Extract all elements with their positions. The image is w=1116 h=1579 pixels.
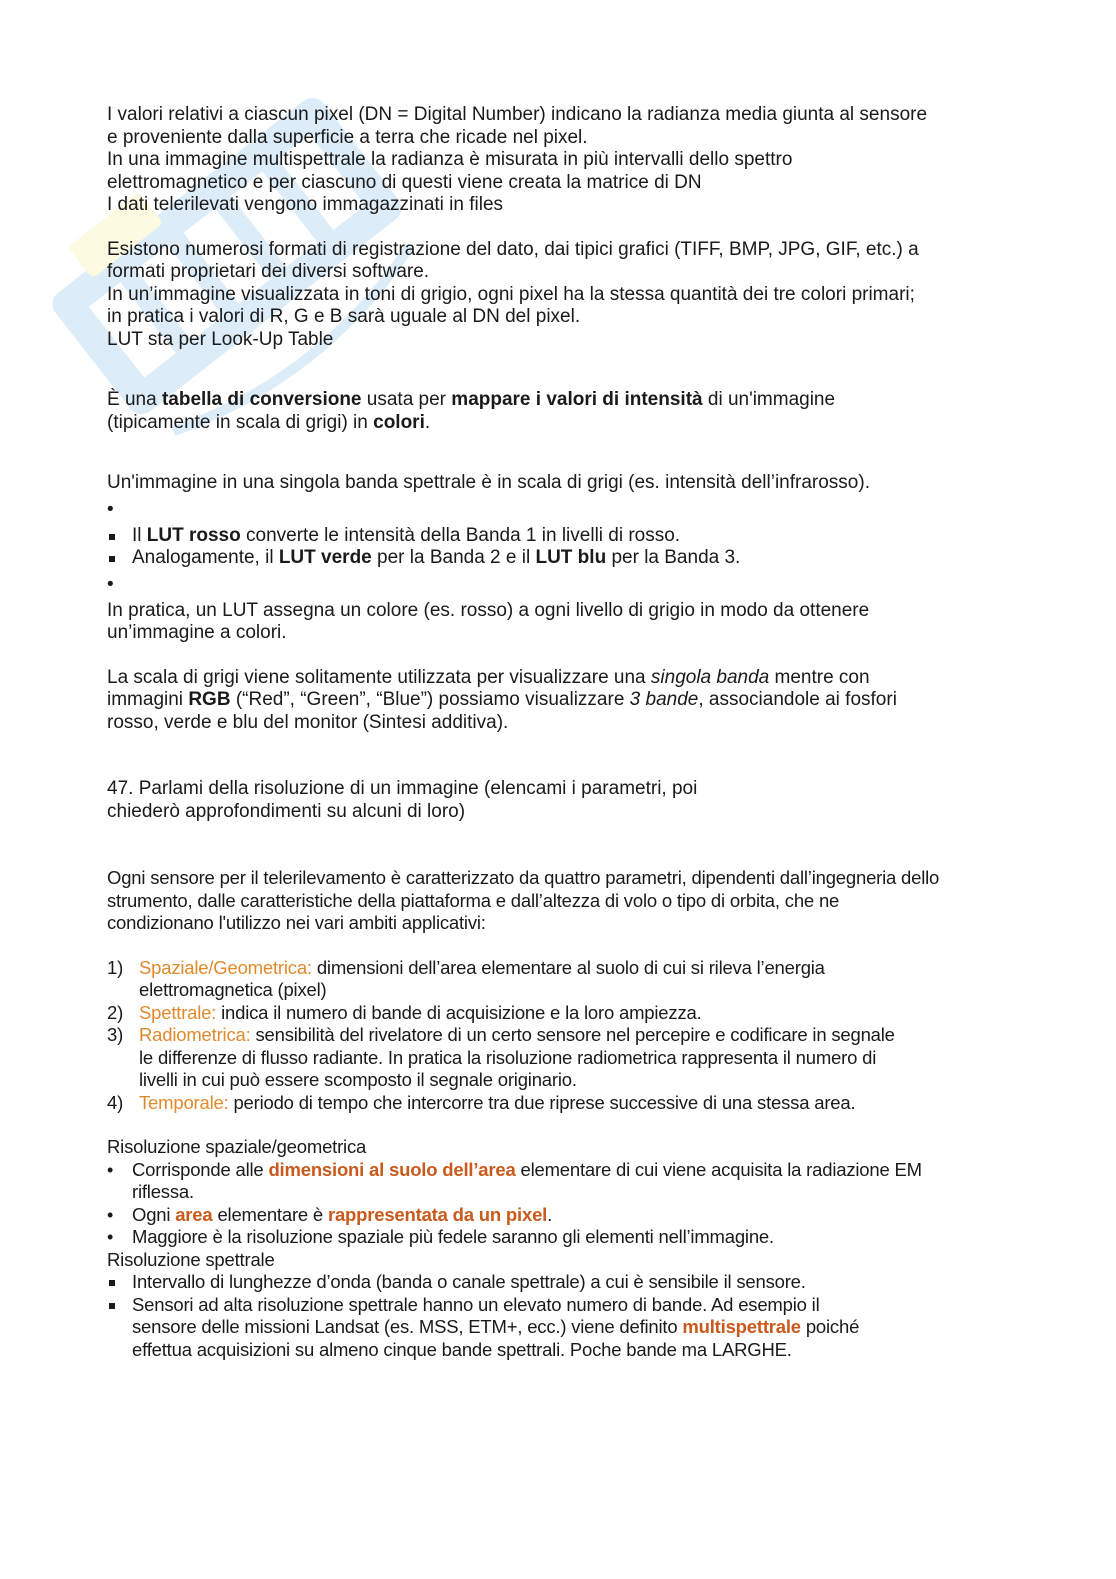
spatial-list [107,1159,1017,1249]
single-band-sentence: Un'immagine in una singola banda spettrale è in scala di grigi (es. intensità dell’infrarosso). [107,472,870,493]
text-line: formati proprietari dei diversi software. [107,261,430,282]
text-line: elettromagnetico e per ciascuno di questi viene creata la matrice di DN [107,171,702,193]
list-item: 2) Spettrale: indica il numero di bande di acquisizione e la loro ampiezza. [107,1001,702,1023]
text-line: chiederò approfondimenti su alcuni di loro) [107,800,466,822]
spectral-heading: Risoluzione spettrale [107,1248,275,1270]
text-line: immagini RGB (“Red”, “Green”, “Blue”) possiamo visualizzare 3 bande, associandole ai fosfori [107,689,897,710]
empty-bullet: • [107,498,114,520]
list-item: Analogamente, il LUT verde per la Banda 2 e il LUT blu per la Banda 3. [107,547,1017,570]
question-47 [107,778,1017,823]
lut-list [107,525,1017,570]
text-line: LUT sta per Look-Up Table [107,328,334,350]
parameters-list [107,957,1017,1115]
text-line: Ogni sensore per il telerilevamento è caratterizzato da quattro parametri, dipendenti dall’ingegneria dello [107,867,940,888]
list-item: • Maggiore è la risoluzione spaziale più fedele saranno gli elementi nell’immagine. [107,1226,1017,1249]
text-line: un’immagine a colori. [107,622,287,643]
spectral-list [107,1271,1017,1361]
list-item: Il LUT rosso converte le intensità della Banda 1 in livelli di rosso. [107,525,1017,548]
list-item: Intervallo di lunghezze d’onda (banda o canale spettrale) a cui è sensibile il sensore. [107,1271,1017,1294]
text-line: I valori relativi a ciascun pixel (DN = Digital Number) indicano la radianza media giunta al sensore [107,104,928,125]
text-line: È una tabella di conversione usata per mappare i valori di intensità di un'immagine [107,389,836,410]
empty-bullet: • [107,573,114,595]
text-line: Esistono numerosi formati di registrazione del dato, dai tipici grafici (TIFF, BMP, JPG, GIF, etc.) a [107,238,919,260]
answer-section [107,867,1017,1361]
in-pratica-paragraph [107,600,1017,645]
text-line: (tipicamente in scala di grigi) in colori. [107,411,431,433]
text-line: La scala di grigi viene solitamente utilizzata per visualizzare una singola banda mentre con [107,666,870,688]
text-line: In un’immagine visualizzata in toni di grigio, ogni pixel ha la stessa quantità dei tre colori primari; [107,283,915,305]
formats-paragraph [107,239,1017,352]
text-line: condizionano l'utilizzo nei vari ambiti applicativi: [107,912,486,933]
text-line: rosso, verde e blu del monitor (Sintesi additiva). [107,711,509,733]
list-item: 4) Temporale: periodo di tempo che intercorre tra due riprese successive di una stessa area. [107,1091,856,1113]
text-line: 47. Parlami della risoluzione di un immagine (elencami i parametri, poi [107,778,698,799]
spatial-heading: Risoluzione spaziale/geometrica [107,1136,367,1157]
list-item: Sensori ad alta risoluzione spettrale hanno un elevato numero di bande. Ad esempio il sensore delle missioni Landsat (es. MSS, ETM+, ecc.) viene definito multispettrale poiché effettua acquisizioni su almeno cinque bande spettrali. Poche bande ma LARGHE. [107,1294,1017,1362]
text-line: I dati telerilevati vengono immagazzinati in files [107,194,504,215]
list-item: • Corrisponde alle dimensioni al suolo dell’area elementare di cui viene acquisita la radiazione EM riflessa. [107,1159,1017,1204]
text-line: in pratica i valori di R, G e B sarà uguale al DN del pixel. [107,306,581,327]
list-item: 3) Radiometrica: sensibilità del rivelatore di un certo sensore nel percepire e codificare in segnale le differenze di flusso radiante. In pratica la risoluzione radiometrica rappresenta il numero di livelli in cui può essere scomposto il segnale originario. [107,1024,895,1090]
text-line: In pratica, un LUT assegna un colore (es. rosso) a ogni livello di grigio in modo da ottenere [107,599,870,621]
text-line: strumento, dalle caratteristiche della piattaforma e dall’altezza di volo o tipo di orbita, che ne [107,889,840,911]
lut-definition [107,389,1017,434]
text-line: In una immagine multispettrale la radianza è misurata in più intervalli dello spettro [107,149,793,170]
list-item: 1) Spaziale/Geometrica: dimensioni dell’area elementare al suolo di cui si rileva l’energia elettromagnetica (pixel) [107,956,825,1000]
document-page [107,104,1017,1361]
pixel-dn-paragraph [107,104,1017,217]
list-item: • Ogni area elementare è rappresentata da un pixel. [107,1204,1017,1227]
intro-paragraph [107,867,1017,935]
grey-scale-paragraph [107,667,1017,735]
text-line: e proveniente dalla superficie a terra che ricade nel pixel. [107,126,588,148]
